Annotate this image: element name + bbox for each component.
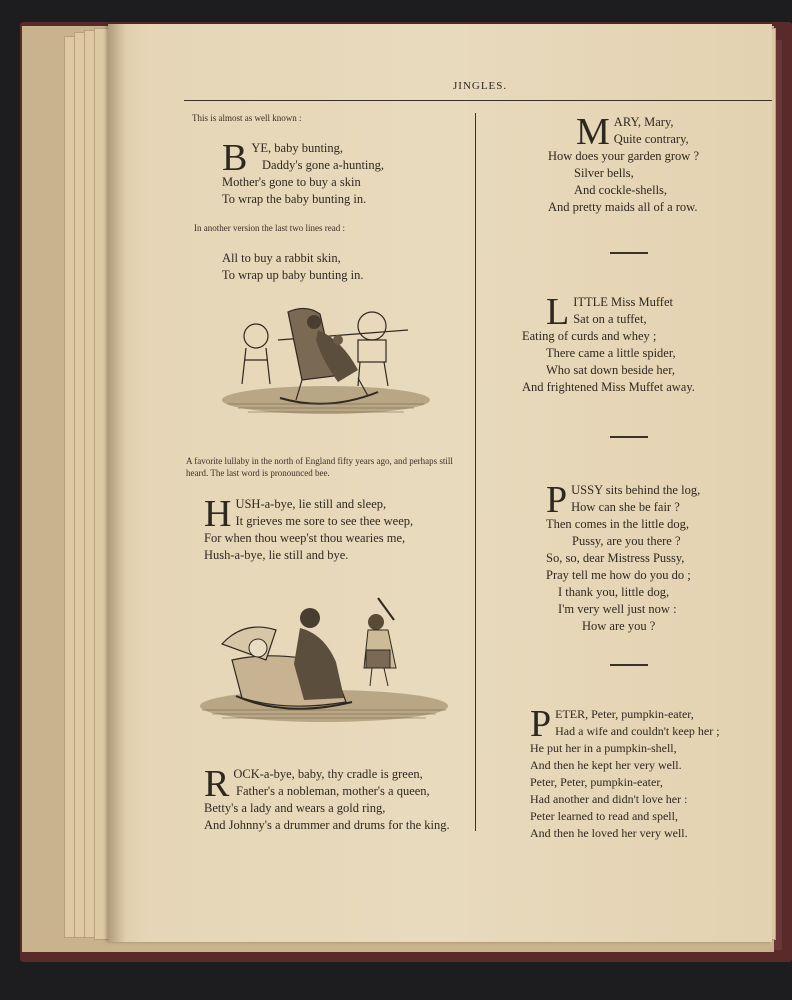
poem-line: Father's a nobleman, mother's a queen, (236, 784, 430, 798)
poem-line: OCK-a-bye, baby, thy cradle is green, (233, 767, 423, 781)
drop-cap: M (576, 111, 610, 153)
section-separator (610, 252, 648, 254)
poem-line: Had a wife and couldn't keep her ; (555, 724, 720, 738)
poem-line: Then comes in the little dog, (546, 517, 690, 531)
poem-line: Pray tell me how do you do ; (546, 568, 691, 582)
poem-line: Who sat down beside her, (546, 363, 675, 377)
spine-shadow (108, 24, 126, 942)
poem-line: Pussy, are you there ? (572, 534, 681, 548)
poem-line: And then he kept her very well. (530, 758, 682, 772)
column-divider (475, 113, 476, 831)
poem-line: Betty's a lady and wears a gold ring, (204, 801, 386, 815)
poem-line: Hush-a-bye, lie still and bye. (204, 548, 349, 562)
poem-line: Sat on a tuffet, (573, 312, 647, 326)
poem-line: USSY sits behind the log, (571, 483, 701, 497)
poem-line: YE, baby bunting, (251, 141, 344, 155)
poem-line: And frightened Miss Muffet away. (522, 380, 695, 394)
poem-line: Peter learned to read and spell, (530, 809, 678, 823)
poem-line: USH-a-bye, lie still and sleep, (235, 497, 387, 511)
poem-line: Daddy's gone a-hunting, (262, 158, 385, 172)
poem-line: I thank you, little dog, (558, 585, 670, 599)
poem-line: Eating of curds and whey ; (522, 329, 657, 343)
poem-line: And pretty maids all of a row. (548, 200, 698, 214)
poem-line: And Johnny's a drummer and drums for the king. (204, 818, 450, 832)
poem-line: Peter, Peter, pumpkin-eater, (530, 775, 663, 789)
poem-line: He put her in a pumpkin-shell, (530, 741, 677, 755)
lullaby-note: A favorite lullaby in the north of England fifty years ago, and perhaps still heard. The last word is pronounced bee. (186, 456, 453, 478)
poem-line: Silver bells, (574, 166, 634, 180)
poem-little-miss-muffet (522, 291, 770, 396)
poem-line: So, so, dear Mistress Pussy, (546, 551, 685, 565)
poem-alternate-ending (222, 250, 363, 284)
section-separator (610, 664, 648, 666)
section-separator (610, 436, 648, 438)
poem-line: And cockle-shells, (574, 183, 668, 197)
poem-line: How can she be fair ? (571, 500, 680, 514)
cradle-illustration (196, 590, 452, 726)
poem-line: All to buy a rabbit skin, (222, 251, 341, 265)
poem-line: It grieves me sore to see thee weep, (235, 514, 414, 528)
poem-line: ETER, Peter, pumpkin-eater, (555, 707, 694, 721)
version-note: In another version the last two lines read : (194, 223, 345, 233)
poem-line: ARY, Mary, (613, 115, 674, 129)
poem-line: There came a little spider, (546, 346, 676, 360)
poem-hush-a-bye (204, 493, 474, 564)
poem-line: ITTLE Miss Muffet (573, 295, 673, 309)
running-header: JINGLES. (453, 80, 508, 92)
poem-line: To wrap up baby bunting in. (222, 268, 364, 282)
poem-bye-baby-bunting (222, 137, 472, 208)
poem-line: And then he loved her very well. (530, 826, 688, 840)
poem-peter-pumpkin-eater (530, 703, 772, 842)
poem-line: Quite contrary, (613, 132, 689, 146)
drop-cap: P (530, 703, 552, 745)
drop-cap: H (204, 493, 232, 535)
poem-pussy-sits (546, 479, 770, 635)
header-rule (184, 100, 772, 101)
poem-line: For when thou weep'st thou wearies me, (204, 531, 406, 545)
poem-line: I'm very well just now : (558, 602, 677, 616)
rocking-chair-illustration (218, 300, 434, 418)
poem-rock-a-bye (204, 763, 478, 834)
drop-cap: P (546, 479, 568, 521)
drop-cap: L (546, 291, 570, 333)
poem-line: To wrap the baby bunting in. (222, 192, 367, 206)
poem-line: How are you ? (582, 619, 656, 633)
poem-mary-mary (548, 111, 770, 216)
drop-cap: R (204, 763, 230, 805)
poem-line: How does your garden grow ? (548, 149, 700, 163)
poem-line: Mother's gone to buy a skin (222, 175, 361, 189)
intro-note: This is almost as well known : (192, 113, 302, 123)
poem-line: Had another and didn't love her : (530, 792, 688, 806)
drop-cap: B (222, 137, 248, 179)
